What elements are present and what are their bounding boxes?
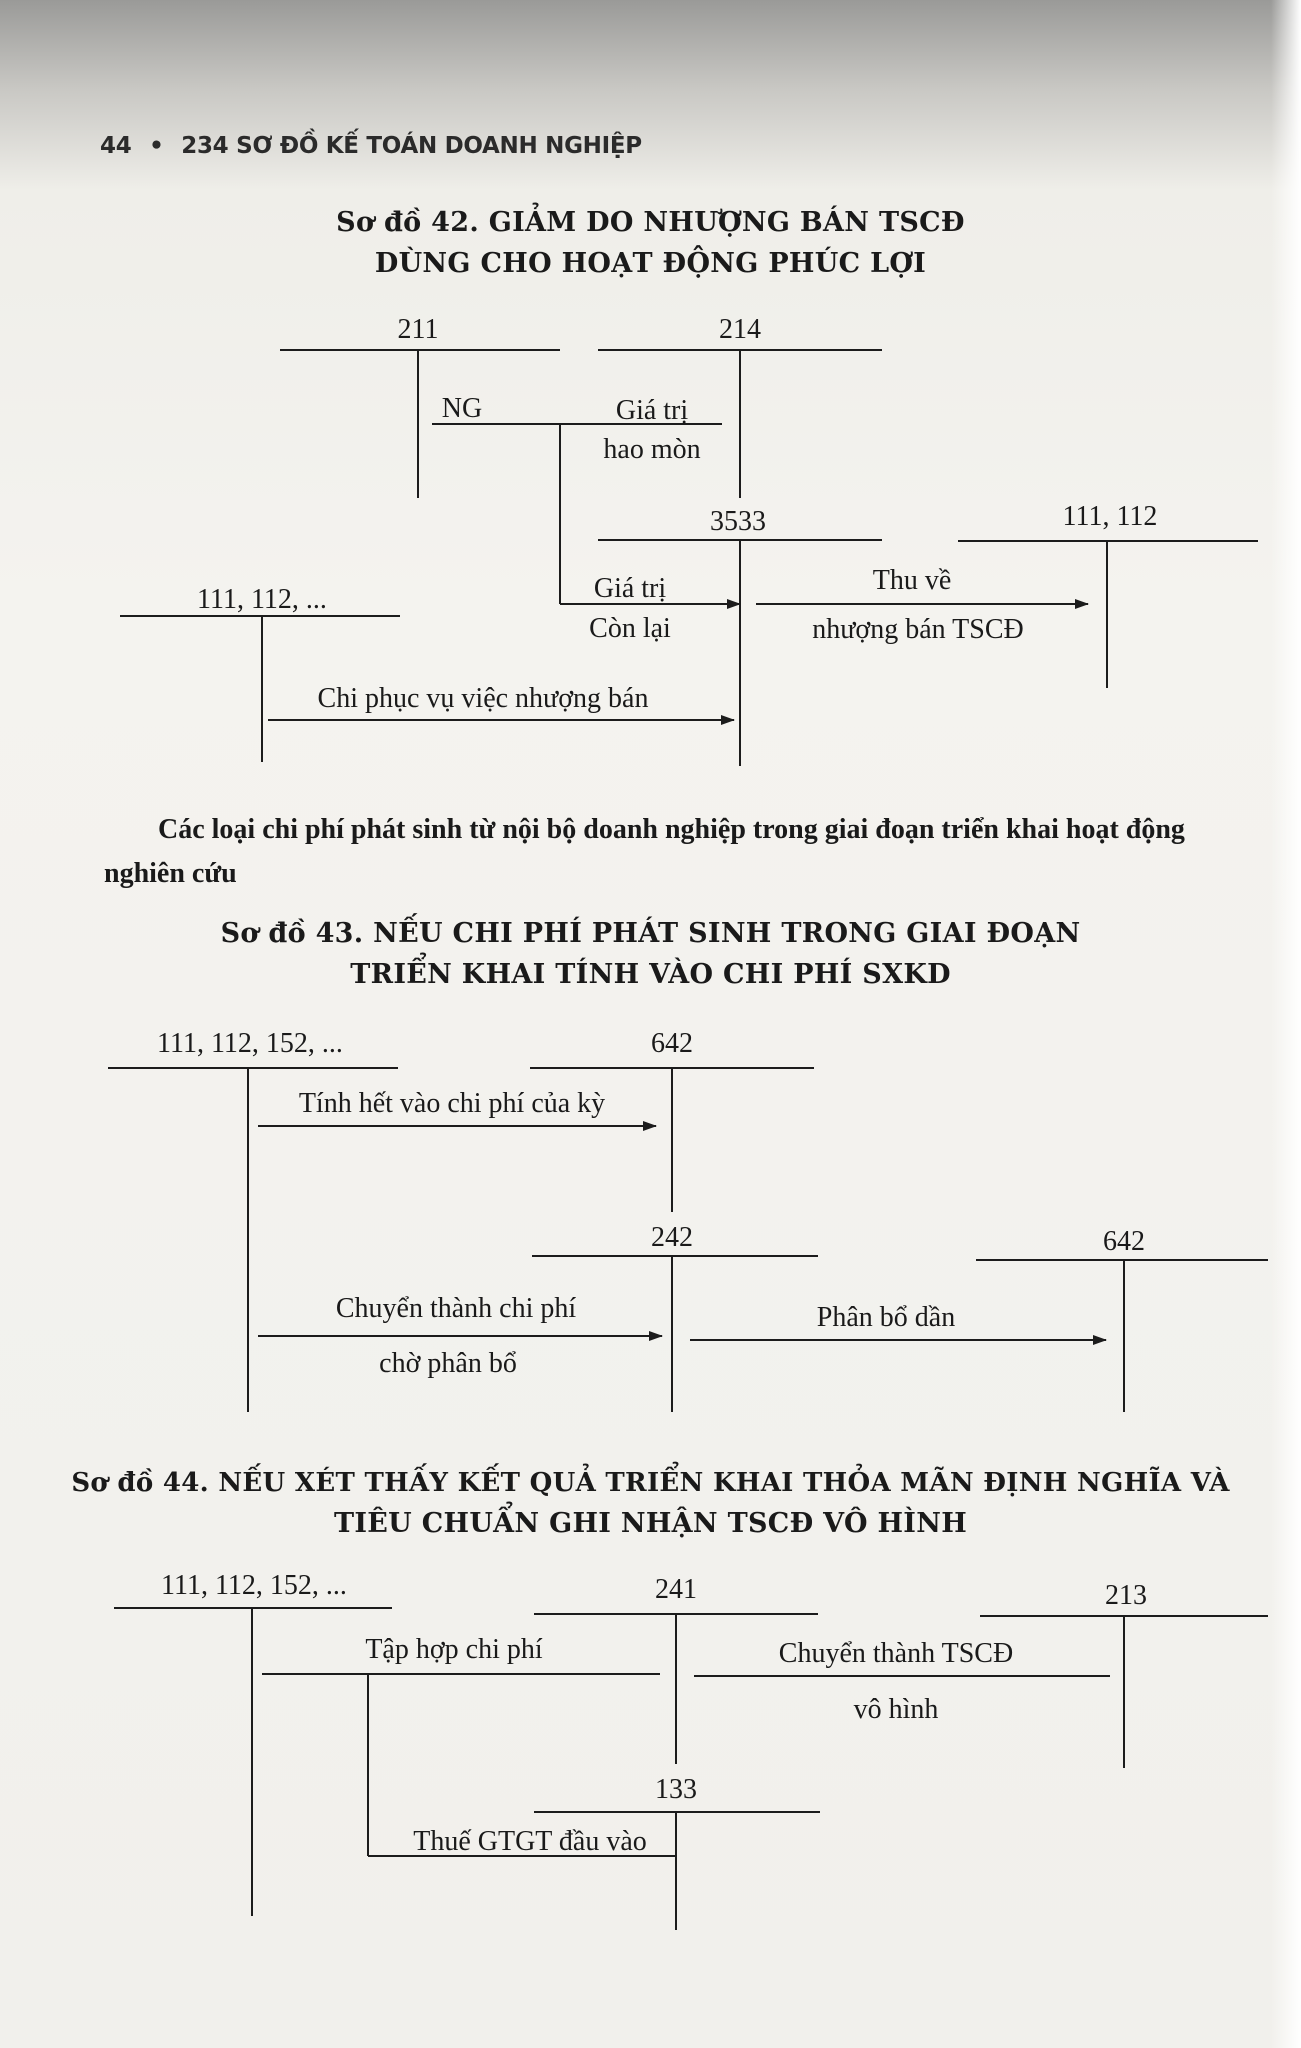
account-213: 213 <box>1105 1580 1147 1611</box>
account-642-a: 642 <box>651 1028 693 1059</box>
header-separator: • <box>149 133 164 159</box>
account-133: 133 <box>655 1774 697 1805</box>
diagram-42-title-line1: Sơ đồ 42. GIẢM DO NHƯỢNG BÁN TSCĐ <box>336 207 965 238</box>
page-number: 44 <box>100 133 132 159</box>
label-gia-tri-2: Giá trị <box>593 573 667 604</box>
account-211: 211 <box>397 314 439 345</box>
label-phan-bo-dan: Phân bổ dần <box>816 1302 956 1333</box>
label-chuyen-tscd: Chuyển thành TSCĐ <box>778 1638 1014 1669</box>
label-gia-tri-1: Giá trị <box>615 395 689 426</box>
label-hao-mon: hao mòn <box>603 434 701 465</box>
label-thu-ve: Thu về <box>872 565 952 596</box>
label-chuyen-thanh: Chuyển thành chi phí <box>335 1293 577 1324</box>
account-242: 242 <box>651 1222 693 1253</box>
account-111-112-152: 111, 112, 152, ... <box>157 1028 343 1059</box>
label-ng: NG <box>441 393 483 424</box>
diagram-44-title-line2: TIÊU CHUẨN GHI NHẬN TSCĐ VÔ HÌNH <box>333 1508 968 1539</box>
label-vo-hinh: vô hình <box>853 1694 939 1725</box>
diagram-43-title-line1: Sơ đồ 43. NẾU CHI PHÍ PHÁT SINH TRONG GIAI ĐOẠN <box>220 918 1081 949</box>
paragraph-line2: nghiên cứu <box>104 858 237 889</box>
diagram-44-title-line1: Sơ đồ 44. NẾU XÉT THẤY KẾT QUẢ TRIỂN KHAI THỎA MÃN ĐỊNH NGHĨA VÀ <box>71 1468 1230 1498</box>
label-nhuong-ban: nhượng bán TSCĐ <box>812 614 1024 645</box>
paragraph-line1: Các loại chi phí phát sinh từ nội bộ doanh nghiệp trong giai đoạn triển khai hoạt động <box>158 814 1185 845</box>
account-111-112-etc: 111, 112, ... <box>197 584 327 615</box>
label-tinh-het: Tính hết vào chi phí của kỳ <box>298 1088 606 1119</box>
account-241: 241 <box>655 1574 697 1605</box>
account-111-112: 111, 112 <box>1062 501 1158 532</box>
diagram-43 <box>108 1028 1268 1412</box>
label-chi-phuc-vu: Chi phục vụ việc nhượng bán <box>317 683 649 714</box>
diagram-44 <box>114 1570 1268 1930</box>
diagram-42 <box>120 314 1258 766</box>
diagram-43-title-line2: TRIỂN KHAI TÍNH VÀO CHI PHÍ SXKD <box>350 959 951 990</box>
label-cho-phan-bo: chờ phân bổ <box>379 1348 517 1379</box>
book-title: 234 SƠ ĐỒ KẾ TOÁN DOANH NGHIỆP <box>181 133 642 159</box>
account-642-b: 642 <box>1103 1226 1145 1257</box>
label-tap-hop: Tập hợp chi phí <box>365 1634 543 1665</box>
account-111-112-152-44: 111, 112, 152, ... <box>161 1570 347 1601</box>
account-214: 214 <box>719 314 761 345</box>
label-thue: Thuế GTGT đầu vào <box>413 1826 647 1857</box>
account-3533: 3533 <box>710 506 766 537</box>
label-con-lai: Còn lại <box>589 613 671 644</box>
diagram-42-title-line2: DÙNG CHO HOẠT ĐỘNG PHÚC LỢI <box>374 248 927 279</box>
